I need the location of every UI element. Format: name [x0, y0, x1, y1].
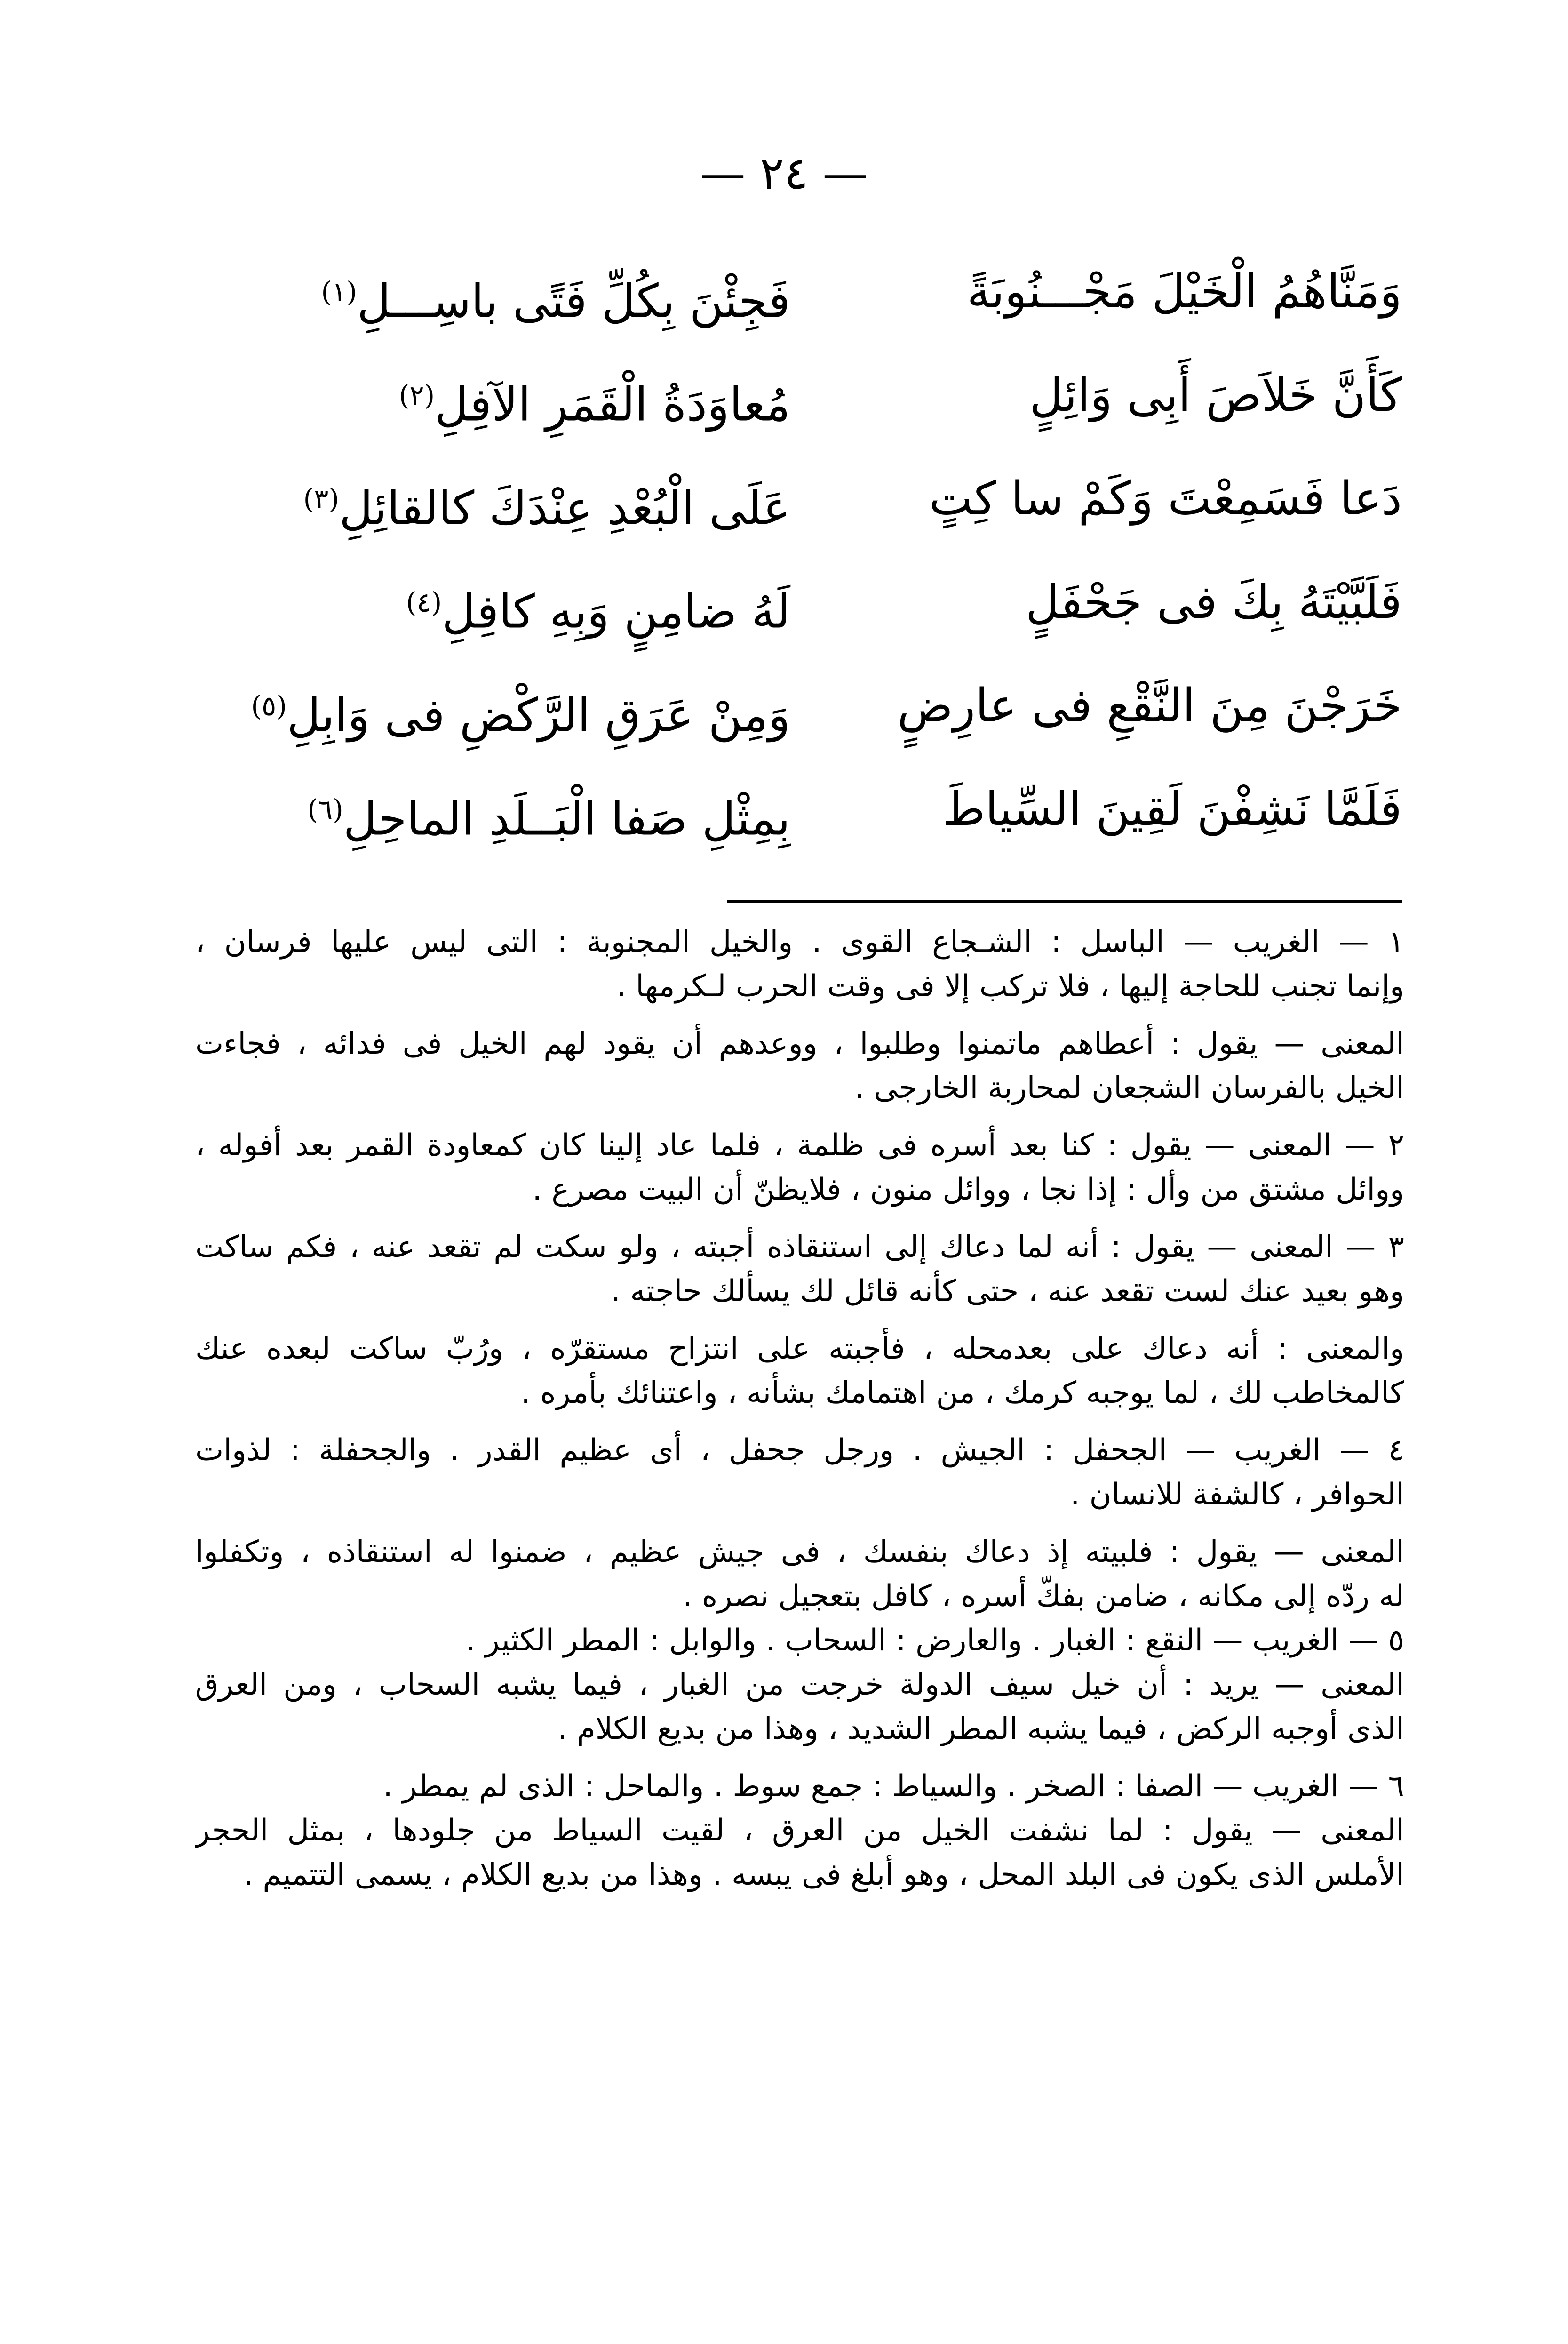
- footnote-reference: (٢): [398, 379, 435, 411]
- footnote-paragraph: [195, 1530, 1404, 1618]
- footnote-line: والمعنى : أنه دعاك على بعدمحله ، فأجبته على انتزاح مستقرّه ، ورُبّ ساكت لبعده عنك: [195, 1331, 1404, 1366]
- footnote-line: الأملس الذى يكون فى البلد المحل ، وهو أبلغ فى يبسه . وهذا من بديع الكلام ، يسمى التتميم .: [243, 1857, 1404, 1892]
- footnote-paragraph: [195, 1808, 1404, 1897]
- verse-line: [263, 555, 1402, 649]
- footnote-line: ٦ — الغريب — الصفا : الصخر . والسياط : جمع سوط . والماحل : الذى لم يمطر .: [383, 1769, 1404, 1804]
- verse-second-hemistich: بِمِثْلِ صَفا الْبَــلَدِ الماحِلِ$^{(٦)}$: [307, 792, 790, 846]
- verse-second-hemistich: فَجِئْنَ بِكُلِّ فَتًى باسِـــلِ$^{(١)}$: [321, 274, 790, 328]
- footnote-line: الحوافر ، كالشفة للانسان .: [1070, 1477, 1404, 1512]
- paragraph-gap: [195, 1110, 1404, 1123]
- footnote-paragraph: [195, 1327, 1404, 1415]
- footnote-paragraph: [195, 1022, 1404, 1110]
- footnote-line: الذى أوجبه الركض ، فيما يشبه المطر الشديد ، وهذا من بديع الكلام .: [557, 1712, 1404, 1746]
- footnote-paragraph: [195, 1123, 1404, 1212]
- footnote-paragraph: [195, 1225, 1404, 1313]
- verse-line: [263, 245, 1402, 339]
- footnote-paragraph: [195, 920, 1404, 1008]
- footnote-reference: (٣): [303, 483, 339, 515]
- verse-first-hemistich: فَلَمَّا نَشِفْنَ لَقِينَ السِّياطَ: [942, 783, 1402, 836]
- verse-second-hemistich: مُعاوَدَةُ الْقَمَرِ الآفِلِ$^{(٢)}$: [398, 378, 790, 432]
- verse-second-hemistich: لَهُ ضامِنٍ وَبِهِ كافِلِ$^{(٤)}$: [406, 585, 790, 639]
- footnote-line: وإنما تجنب للحاجة إليها ، فلا تركب إلا فى وقت الحرب لـكرمها .: [616, 969, 1404, 1004]
- verse-first-hemistich: فَلَبَّيْتَهُ بِكَ فى جَحْفَلٍ: [1025, 576, 1402, 629]
- footnotes: [195, 920, 1404, 1897]
- footnote-reference: (٦): [307, 793, 343, 825]
- footnote-paragraph: [195, 1764, 1404, 1808]
- paragraph-gap: [195, 1751, 1404, 1764]
- verse-first-hemistich: وَمَنَّاهُمُ الْخَيْلَ مَجْـــنُوبَةً: [967, 265, 1402, 319]
- verse-line: [263, 452, 1402, 546]
- verse-second-hemistich: عَلَى الْبُعْدِ عِنْدَكَ كالقائِلِ$^{(٣)}$: [303, 481, 790, 536]
- footnote-line: وهو بعيد عنك لست تقعد عنه ، حتى كأنه قائل لك يسألك حاجته .: [611, 1274, 1404, 1309]
- footnote-line: ٥ — الغريب — النقع : الغبار . والعارض : السحاب . والوابل : المطر الكثير .: [466, 1623, 1404, 1658]
- verse-line: [263, 348, 1402, 442]
- footnote-line: ٣ — المعنى — يقول : أنه لما دعاك إلى استنقاذه أجبته ، ولو سكت لم تقعد عنه ، فكم ساكت: [195, 1230, 1404, 1264]
- paragraph-gap: [195, 1008, 1404, 1022]
- footnote-paragraph: [195, 1428, 1404, 1517]
- paragraph-gap: [195, 1517, 1404, 1530]
- footnote-line: المعنى — يقول : لما نشفت الخيل من العرق ، لقيت السياط من جلودها ، بمثل الحجر: [195, 1813, 1404, 1848]
- page-number: — ٢٤ —: [700, 147, 868, 200]
- footnote-line: ٢ — المعنى — يقول : كنا بعد أسره فى ظلمة ، فلما عاد إلينا كان كمعاودة القمر بعد أفوله ،: [195, 1128, 1404, 1163]
- footnote-line: كالمخاطب لك ، لما يوجبه كرمك ، من اهتمامك بشأنه ، واعتنائك بأمره .: [521, 1376, 1404, 1410]
- verse-first-hemistich: دَعا فَسَمِعْتَ وَكَمْ سا كِتٍ: [929, 472, 1402, 526]
- verse-second-hemistich: وَمِنْ عَرَقِ الرَّكْضِ فى وَابِلِ$^{(٥)}$: [251, 688, 790, 743]
- footnote-line: المعنى — يقول : فلبيته إذ دعاك بنفسك ، فى جيش عظيم ، ضمنوا له استنقاذه ، وتكفلوا: [195, 1535, 1404, 1569]
- footnote-reference: (١): [321, 276, 357, 308]
- footnote-line: المعنى — يقول : أعطاهم ماتمنوا وطلبوا ، ووعدهم أن يقود لهم الخيل فى فدائه ، فجاءت: [195, 1026, 1404, 1061]
- footnote-line: ووائل مشتق من وأل : إذا نجا ، ووائل منون ، فلايظنّ أن البيت مصرع .: [532, 1172, 1404, 1207]
- footnote-line: له ردّه إلى مكانه ، ضامن بفكّ أسره ، كافل بتعجيل نصره .: [683, 1579, 1404, 1614]
- paragraph-gap: [195, 1415, 1404, 1428]
- footnote-reference: (٤): [406, 586, 442, 618]
- footnote-paragraph: [195, 1618, 1404, 1663]
- verse-first-hemistich: كَأَنَّ خَلاَصَ أَبِى وَائِلٍ: [1029, 368, 1402, 422]
- footnote-line: ٤ — الغريب — الجحفل : الجيش . ورجل جحفل ، أى عظيم القدر . والجحفلة : لذوات: [195, 1433, 1404, 1468]
- footnote-line: المعنى — يريد : أن خيل سيف الدولة خرجت من الغبار ، فيما يشبه السحاب ، ومن العرق: [195, 1667, 1404, 1702]
- footnote-divider: [727, 900, 1402, 903]
- verse-line: [263, 762, 1402, 856]
- verse-first-hemistich: خَرَجْنَ مِنَ النَّقْعِ فى عارِضٍ: [897, 679, 1402, 733]
- footnote-line: ١ — الغريب — الباسل : الشـجاع القوى . والخيل المجنوبة : التى ليس عليها فرسان ،: [195, 925, 1404, 960]
- verse-line: [251, 659, 1402, 753]
- footnote-reference: (٥): [251, 690, 287, 722]
- paragraph-gap: [195, 1313, 1404, 1327]
- paragraph-gap: [195, 1212, 1404, 1225]
- footnote-line: الخيل بالفرسان الشجعان لمحاربة الخارجى .: [854, 1071, 1404, 1105]
- footnote-paragraph: [195, 1663, 1404, 1751]
